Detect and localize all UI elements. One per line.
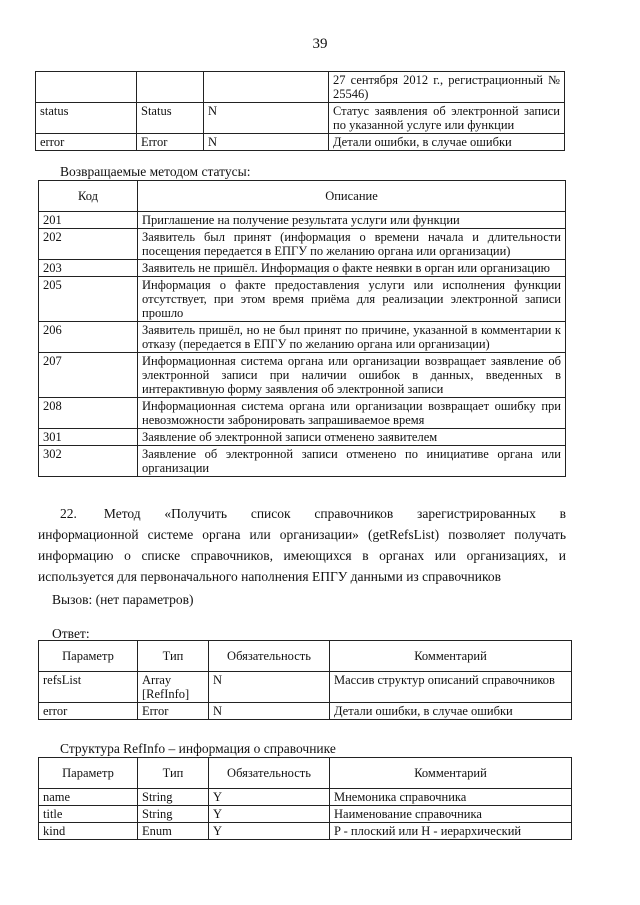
table-row [39,398,566,429]
table-row [39,429,566,446]
table-cell: Мнемоника справочника [330,789,572,806]
table-cell: Y [209,789,330,806]
answer-table [38,640,572,720]
status-description: Заявление об электронной записи отменено заявителем [138,429,566,446]
column-header-parameter: Параметр [39,758,138,789]
column-header-type: Тип [138,641,209,672]
table-cell: Детали ошибки, в случае ошибки [329,134,565,151]
column-header-description: Описание [138,181,566,212]
table-cell: Детали ошибки, в случае ошибки [330,703,572,720]
table-row [39,322,566,353]
table-cell: Enum [138,823,209,840]
table-row [39,353,566,398]
table-row [39,672,572,703]
table-row [39,703,572,720]
status-code: 208 [39,398,138,429]
table-header-row [39,758,572,789]
column-header-comment: Комментарий [330,758,572,789]
structure-caption: Структура RefInfo – информация о справочнике [60,741,336,756]
status-description: Информация о факте предоставления услуги или исполнения функции отсутствует, при этом время приёма для реализации электронной записи прошло [138,277,566,322]
call-text: Вызов: (нет параметров) [52,592,194,607]
table-cell: P - плоский или H - иерархический [330,823,572,840]
table-row [39,260,566,277]
table-cell: Y [209,806,330,823]
table-cell: Наименование справочника [330,806,572,823]
table-cell: Array [RefInfo] [138,672,209,703]
status-code: 202 [39,229,138,260]
table-cell [204,72,329,103]
status-code: 206 [39,322,138,353]
table-cell: status [36,103,137,134]
table-cell: error [36,134,137,151]
status-code: 201 [39,212,138,229]
table-row [36,72,565,103]
status-description: Заявитель был принят (информация о времени начала и длительности посещения передается в ЕПГУ по желанию органа или организации) [138,229,566,260]
status-code: 207 [39,353,138,398]
status-description: Заявление об электронной записи отменено по инициативе органа или организации [138,446,566,477]
table-cell: String [138,806,209,823]
table-cell [137,72,204,103]
status-description: Информационная система органа или организации возвращает ошибку при невозможности забронировать запрашиваемое время [138,398,566,429]
table-row [36,103,565,134]
column-header-parameter: Параметр [39,641,138,672]
status-description: Заявитель пришёл, но не был принят по причине, указанной в комментарии к отказу (передается в ЕПГУ по желанию органа или организации) [138,322,566,353]
table-cell: Error [138,703,209,720]
table-cell: Error [137,134,204,151]
table-row [39,229,566,260]
column-header-required: Обязательность [209,641,330,672]
status-code: 302 [39,446,138,477]
table-cell [36,72,137,103]
table-header-row [39,641,572,672]
table-row [36,134,565,151]
status-code: 203 [39,260,138,277]
status-description: Приглашение на получение результата услуги или функции [138,212,566,229]
table-row [39,823,572,840]
status-description: Заявитель не пришёл. Информация о факте неявки в орган или организацию [138,260,566,277]
table-cell: refsList [39,672,138,703]
table-row [39,806,572,823]
table-cell: Статус заявления об электронной записи по указанной услуге или функции [329,103,565,134]
table-cell: 27 сентября 2012 г., регистрационный № 25546) [329,72,565,103]
table-cell: N [209,703,330,720]
table-cell: Y [209,823,330,840]
table-cell: N [204,134,329,151]
page-number: 39 [312,36,328,52]
table-cell: String [138,789,209,806]
table-row [39,446,566,477]
column-header-type: Тип [138,758,209,789]
table-header-row [39,181,566,212]
parameters-table-continuation [35,71,565,151]
refinfo-structure-table [38,757,572,840]
table-row [39,277,566,322]
statuses-caption: Возвращаемые методом статусы: [60,164,251,179]
column-header-required: Обязательность [209,758,330,789]
table-cell: N [204,103,329,134]
method-description-paragraph: 22. Метод «Получить список справочников зарегистрированных в информационной системе органа или организации» (getRefsList) позволяет получать информацию о списке справочников, имеющихся в органах или организациях, и используется для первоначального наполнения ЕПГУ данными из справочников [38,506,566,584]
status-code: 205 [39,277,138,322]
table-cell: Status [137,103,204,134]
status-code: 301 [39,429,138,446]
table-cell: name [39,789,138,806]
status-codes-table [38,180,566,477]
table-row [39,212,566,229]
table-cell: title [39,806,138,823]
answer-caption: Ответ: [52,626,90,641]
table-cell: N [209,672,330,703]
table-row [39,789,572,806]
status-description: Информационная система органа или организации возвращает заявление об электронной записи при наличии ошибок в данных, введенных в интерактивную форму заявления об электронной записи [138,353,566,398]
column-header-comment: Комментарий [330,641,572,672]
table-cell: Массив структур описаний справочников [330,672,572,703]
table-cell: kind [39,823,138,840]
column-header-code: Код [39,181,138,212]
table-cell: error [39,703,138,720]
